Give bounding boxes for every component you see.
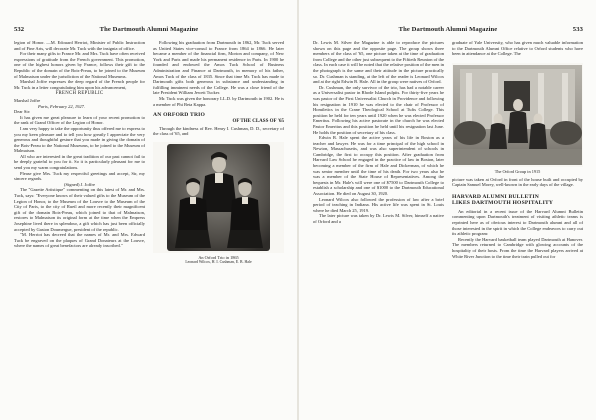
right-page — [303, 0, 593, 420]
paragraph: Mr. Tuck was given the honorary LL.D. by Dartmouth in 1902. He is a member of Phi Beta Kappa. — [153, 95, 284, 107]
vintage-photo-image — [153, 142, 284, 253]
photo-caption: An Orford Trio in 1865 — [198, 254, 239, 260]
letter-paragraph: All who are interested in the great tradition of our past cannot fail to be deeply grateful to you for it. So it is particularly pleasant for me to send you my warm congratulations. — [14, 153, 145, 171]
letter-from: Marshal Joffre — [14, 97, 41, 103]
letter-signature: (Signed) J. Joffre — [63, 181, 96, 187]
magazine-title: The Dartmouth Alumni Magazine — [398, 26, 498, 33]
paragraph: Edwin B. Hale spent the active years of his life in Boston as a teacher and lawyer. He was for a time principal of the high school in Newton, Massachusetts, and was also superintendent of schools in Cambridge, the first to occupy this position. After graduation from Harvard Law School he engaged in the practice of law in Boston, later becoming a member of the firm of Hale and Dickerman, of which he was senior member until the time of his death. For two years also he was a member of the State House of Representatives. Among the bequests in Mr. Hale's will were one of $7500 to Dartmouth College to establish a scholarship and one of $1000 to the Dartmouth Educational Association. He died on August 30, 1920. — [313, 135, 444, 197]
letter-heading: FRENCH REPUBLIC — [55, 91, 104, 97]
paragraph: An editorial in a recent issue of the Harvard Alumni Bulletin commenting upon Dartmouth's treatment of visiting athletic teams is reprinted here as of obvious interest to Dartmouth alumni and all of those interested in the spirit in which the College endeavors to carry out its athletic program: — [452, 208, 583, 237]
page-number: 533 — [572, 26, 583, 33]
paragraph: Recently the Harvard basketball team played Dartmouth at Hanover. The members returned to Cambridge with glowing accounts of the hospitality of their hosts. From the time the Harvard players arrived at White River Junction to the time their train pulled out for — [452, 236, 583, 259]
article-title-line-2: LIKES DARTMOUTH HOSPITALITY — [452, 200, 554, 207]
right-column-1 — [313, 40, 444, 225]
paragraph: graduate of Yale University, who has given much valuable information to the Dartmouth Alumni Office relative to Orford students who have been in attendance at the College. The — [452, 40, 583, 57]
article-title: AN ORFORD TRIO — [153, 112, 206, 119]
page-number: 532 — [14, 26, 25, 33]
running-head — [14, 26, 284, 35]
paragraph: Leonard Wilcox also followed the profession of law after a brief period of teaching in Indiana. His active life was spent in St. Louis where he died March 25, 1919. — [313, 196, 444, 213]
group-photo-image — [452, 63, 583, 167]
letter-dateline: Paris, February 22, 1927. — [38, 103, 85, 109]
letter-paragraph: I am very happy to take the opportunity thus offered me to express to you my keen pleasure and to tell you how greatly I appreciate the very generous and thoughtful gesture that you made in giving the domain of the Bois-Preau to the National Museums, to be joined to the Museum of Malmaison. — [14, 125, 145, 154]
left-column-2 — [153, 40, 284, 264]
article-subtitle: OF THE CLASS OF '65 — [232, 118, 284, 124]
article-title: HARVARD ALUMNI BULLETIN — [452, 193, 539, 200]
letter-paragraph: Please give Mrs. Tuck my respectful greetings and accept, Sir, my sincere regards. — [14, 170, 145, 182]
photo-caption: The Orford Group in 1915 — [494, 168, 541, 174]
letter-paragraph: It has given me great pleasure to learn of your recent promotion to the rank of Grand Officer of the Legion of Honor. — [14, 114, 145, 126]
running-head — [313, 26, 583, 35]
orford-group-1915-photo — [452, 63, 583, 167]
paragraph: legion of Honor. —M. Edouard Herriot, Minister of Public Instruction and of Fine Arts, will decorate Mr. Tuck with the insignia of office. — [14, 40, 145, 51]
article-intro: Through the kindness of Rev. Henry I. Cushman, D. D., secretary of the class of '65, and — [153, 125, 284, 137]
paragraph: Marshal Joffre expresses the deep regard of the French people for Mr. Tuck in a letter congratulating him upon his advancement, — [14, 79, 145, 90]
paragraph: Following his graduation from Dartmouth in 1862, Mr. Tuck served as United States vice-consul to France from 1864 to 1866. He later became a member of the financial firm, Morton and company, of New York and Paris and made his permanent residence in Paris. In 1900 he founded and endowed the Amos Tuck School of Business Administration and Finance at Dartmouth, in memory of his father, Amos Tuck of the class of 1835. Since that time Mr. Tuck has made to Dartmouth gifts both generous in substance and understanding in fulfilling imminent needs of the College. He was a close friend of the late President William Jewett Tucker. — [153, 40, 284, 96]
paragraph: Dr. Lewis M. Silver the Magazine is able to reproduce the pictures shown on this page and the opposite page. The group shows three members of the class of '65, one picture taken at the time of graduation from College and the other just subsequent to the Fiftieth Reunion of the class. In each case it will be noted that the relative position of the men in the photograph is the same and their attitude in the picture practically so. Dr. Cushman is standing, at the left of the reader is Leonard Wilcox and at the right Edwin B. Hale. All in the group were natives of Orford. — [313, 40, 444, 85]
paragraph: For their many gifts to France Mr. and Mrs. Tuck have often received expressions of gratitude from the French government. This promotion, one of the highest honors given by France, follows their gift to the Republic of the domain of the Bois-Preau, to be joined to the Museum of Malmaison under the jurisdiction of the National Museums. — [14, 51, 145, 79]
paragraph: The later picture was taken by Dr. Lewis M. Silver, himself a native of Orford and a — [313, 213, 444, 224]
paragraph: picture was taken at Orford in front of the house built and occupied by Captain Samuel Morey, well-known in the early days of the village. — [452, 176, 583, 188]
paragraph: The "Gazette Artistique" commenting on this latest of Mr. and Mrs. Tuck, says: "Everyone knows of their valued gifts to the Museum of the Legion of Honor, to the Museum of the Louvre to the Museum of the City of Paris, to the city of Rueil and more recently their magnificent gift of the domain Bois-Preau, which joined to that of Malmaison, restores to Malmaison its original form at the time when the Empress Josephine lived there in splendour, a gift which has just been officially accepted by Gaston Doumergue, president of the republic. — [14, 187, 145, 232]
paragraph: Dr. Cushman, the only survivor of the trio, has had a notable career as a Universalist pastor in Rhode Island pulpits. For thirty-five years he was pastor of the First Universalist Church in Providence and following his resignation in 1910 he was elected to the chair of Professor of Homiletics in the Crane Theological School at Tufts College. This position he held for ten years until 1920 when he was elected Professor Emeritus. Following his active pastorate in the church he was elected Pastor Emeritus and this position he held until his resignation last June. He holds the position of secretary of his class. — [313, 84, 444, 135]
orford-trio-1865-photo — [153, 142, 284, 253]
right-column-2 — [452, 40, 583, 259]
magazine-title: The Dartmouth Alumni Magazine — [99, 26, 199, 33]
page-gutter — [297, 0, 299, 420]
photo-credit: Leonard Wilcox, H. I. Cushman, E. B. Hale — [185, 259, 252, 264]
paragraph: "M. Herriot has decreed that the names of Mr. and Mrs. Edward Tuck be engraved on the plaques of Grand Donateurs at the Louvre, where the names of great benefactors are already inscribed." — [14, 232, 145, 249]
left-column-1 — [14, 40, 145, 249]
left-page — [4, 0, 294, 420]
letter-salutation: Dear Sir: — [14, 109, 31, 115]
